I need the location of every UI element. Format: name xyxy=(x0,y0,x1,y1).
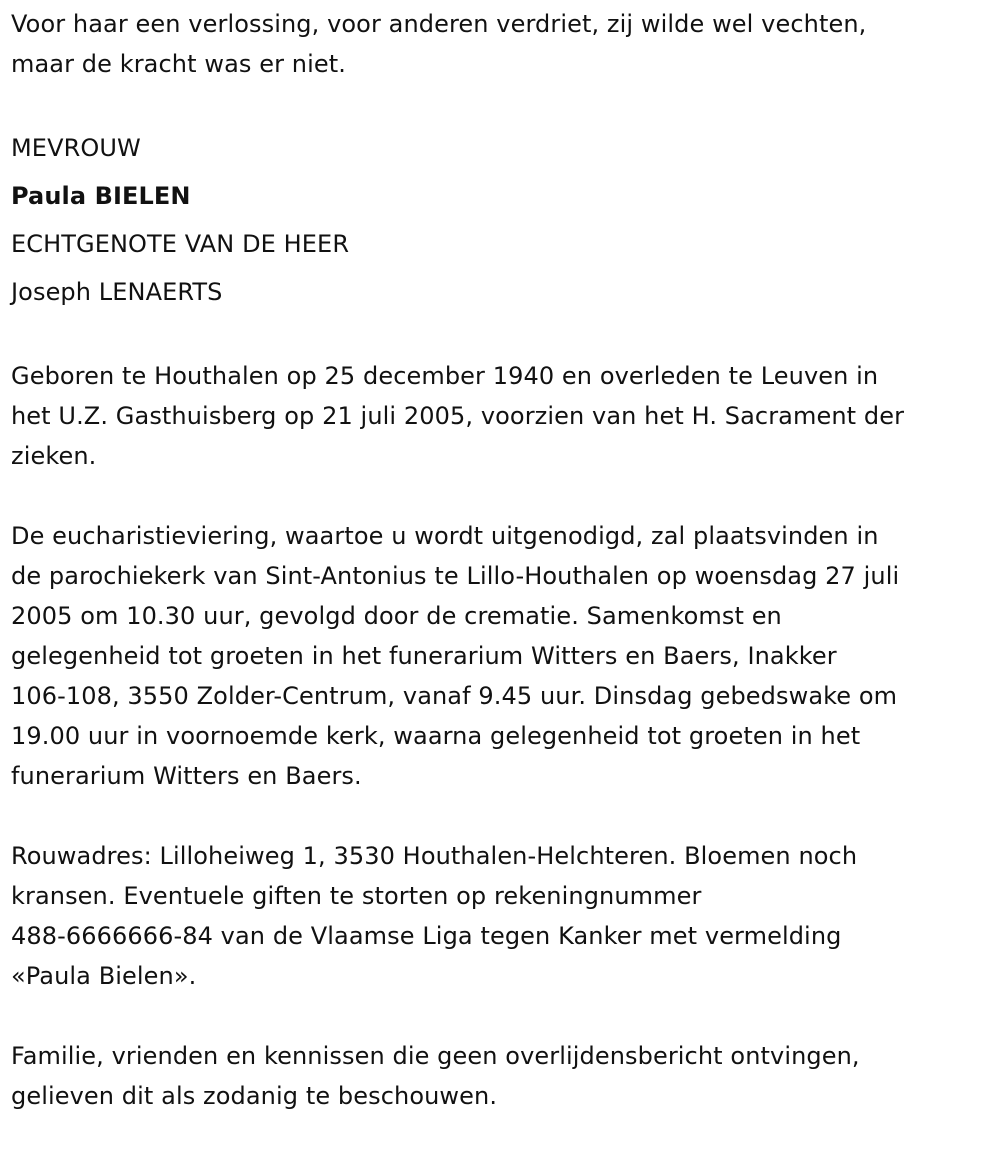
ceremony-paragraph xyxy=(11,516,996,796)
ceremony-line: funerarium Witters en Baers. xyxy=(11,762,362,790)
birth-death-line: het U.Z. Gasthuisberg op 21 juli 2005, voorzien van het H. Sacrament der xyxy=(11,402,905,430)
deceased-title: MEVROUW xyxy=(11,134,141,162)
address-line: Rouwadres: Lilloheiweg 1, 3530 Houthalen-Helchteren. Bloemen noch xyxy=(11,842,858,870)
ceremony-line: De eucharistieviering, waartoe u wordt uitgenodigd, zal plaatsvinden in xyxy=(11,522,879,550)
address-line: «Paula Bielen». xyxy=(11,962,197,990)
motto-paragraph xyxy=(11,4,996,84)
address-line: 488-6666666-84 van de Vlaamse Liga tegen Kanker met vermelding xyxy=(11,922,842,950)
address-line: kransen. Eventuele giften te storten op rekeningnummer xyxy=(11,882,702,910)
birth-death-line: zieken. xyxy=(11,442,97,470)
deceased-relation: ECHTGENOTE VAN DE HEER xyxy=(11,230,350,258)
closing-line: gelieven dit als zodanig te beschouwen. xyxy=(11,1082,498,1110)
ceremony-line: 106-108, 3550 Zolder-Centrum, vanaf 9.45 uur. Dinsdag gebedswake om xyxy=(11,682,898,710)
spouse-name: Joseph LENAERTS xyxy=(11,278,223,306)
birth-death-paragraph xyxy=(11,356,996,476)
closing-line: Familie, vrienden en kennissen die geen overlijdensbericht ontvingen, xyxy=(11,1042,860,1070)
birth-death-line: Geboren te Houthalen op 25 december 1940 en overleden te Leuven in xyxy=(11,362,879,390)
obituary-notice xyxy=(11,4,996,1156)
ceremony-line: 19.00 uur in voornoemde kerk, waarna gelegenheid tot groeten in het xyxy=(11,722,861,750)
address-paragraph xyxy=(11,836,996,996)
ceremony-line: gelegenheid tot groeten in het funerarium Witters en Baers, Inakker xyxy=(11,642,837,670)
motto-line: maar de kracht was er niet. xyxy=(11,50,346,78)
closing-paragraph xyxy=(11,1036,996,1116)
deceased-name: Paula BIELEN xyxy=(11,182,191,210)
ceremony-line: 2005 om 10.30 uur, gevolgd door de crematie. Samenkomst en xyxy=(11,602,782,630)
motto-line: Voor haar een verlossing, voor anderen verdriet, zij wilde wel vechten, xyxy=(11,10,867,38)
deceased-block xyxy=(11,124,996,316)
ceremony-line: de parochiekerk van Sint-Antonius te Lillo-Houthalen op woensdag 27 juli xyxy=(11,562,900,590)
